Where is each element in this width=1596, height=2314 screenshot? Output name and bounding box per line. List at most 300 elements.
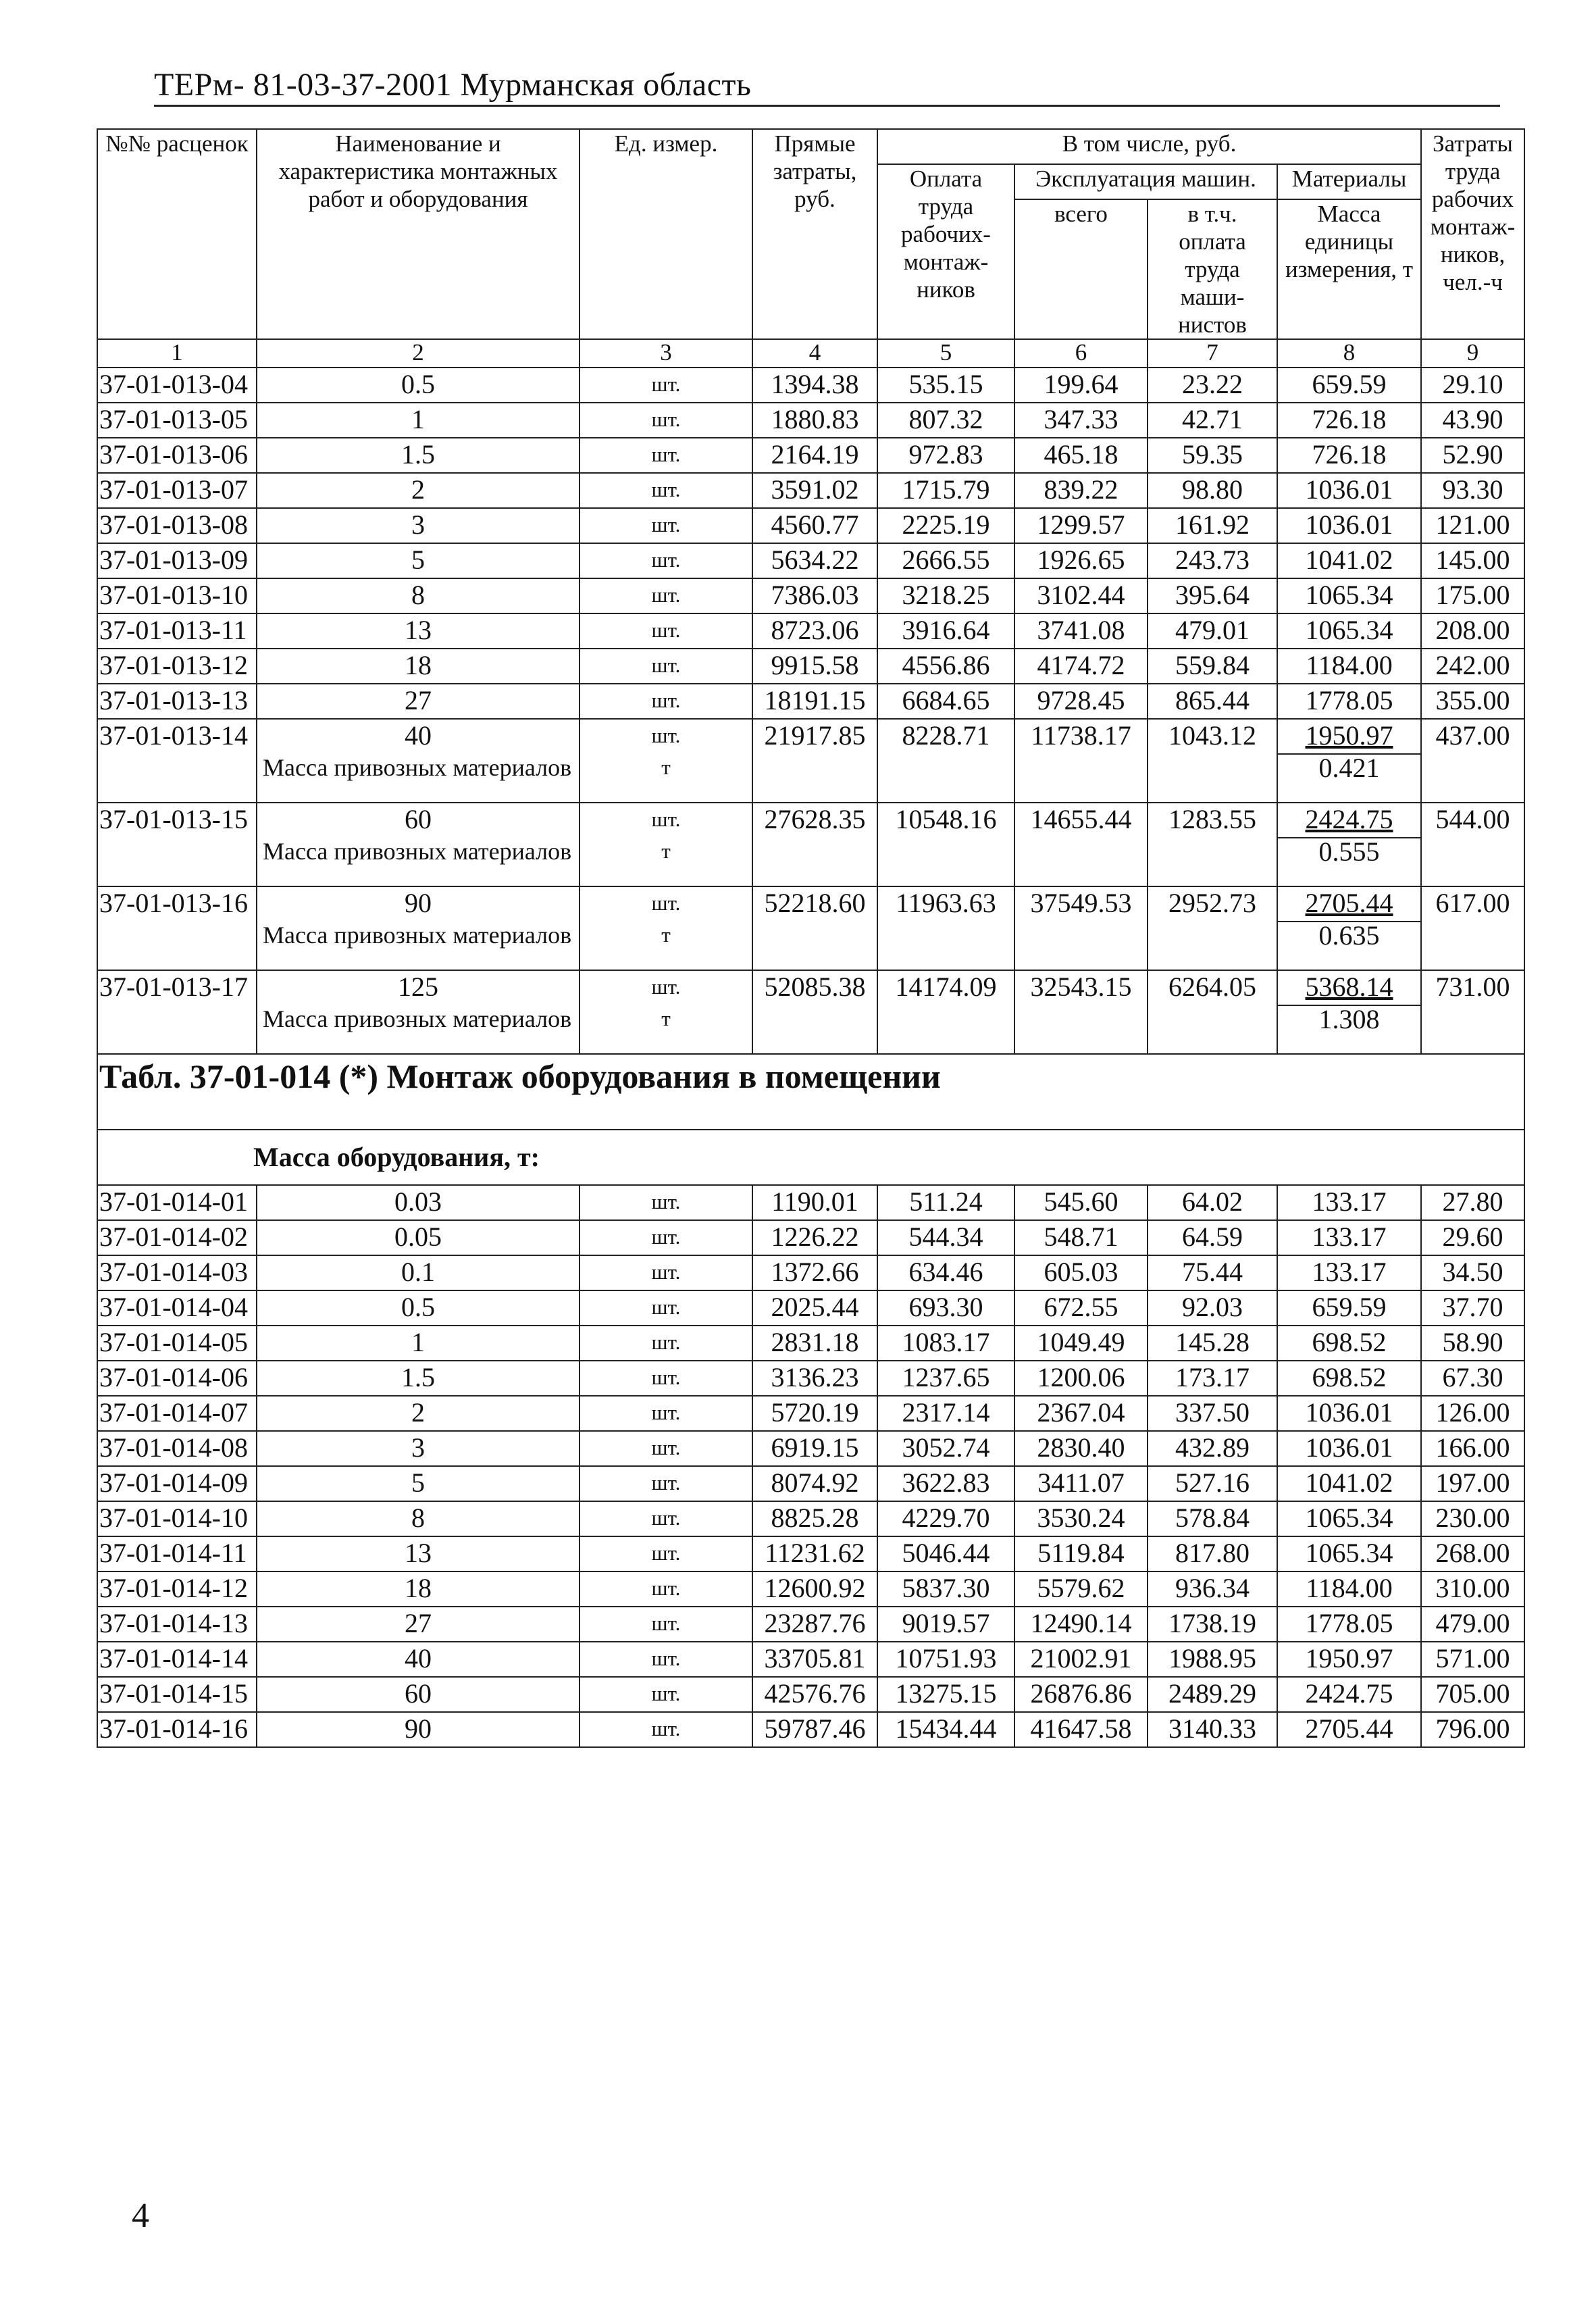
rate-code: 37-01-014-06 — [97, 1361, 257, 1396]
unit-cell: шт. — [580, 1571, 752, 1607]
rate-code: 37-01-014-08 — [97, 1431, 257, 1466]
labor-pay-cell: 5046.44 — [877, 1536, 1014, 1571]
rate-name: 1.5 — [257, 438, 580, 473]
table-row — [97, 1290, 1524, 1326]
labor-hours-cell: 731.00 — [1421, 970, 1524, 1054]
machines-total-cell: 839.22 — [1014, 473, 1148, 508]
rate-name: 8 — [257, 578, 580, 613]
machines-labor-cell: 395.64 — [1148, 578, 1277, 613]
unit-cell: т — [580, 1005, 752, 1054]
direct-costs-cell: 23287.76 — [752, 1607, 877, 1642]
machines-total-cell: 3530.24 — [1014, 1501, 1148, 1536]
rate-code: 37-01-013-06 — [97, 438, 257, 473]
column-number: 8 — [1277, 339, 1421, 368]
column-number: 7 — [1148, 339, 1277, 368]
mass-subrow — [97, 922, 1524, 970]
table-row — [97, 543, 1524, 578]
rate-code: 37-01-014-14 — [97, 1642, 257, 1677]
header-labor-pay: Оплата труда рабочих-монтаж-ников — [877, 164, 1014, 339]
labor-hours-cell: 571.00 — [1421, 1642, 1524, 1677]
mass-subrow — [97, 1005, 1524, 1054]
materials-cell: 1950.97 — [1277, 1642, 1421, 1677]
labor-hours-cell: 126.00 — [1421, 1396, 1524, 1431]
machines-labor-cell: 337.50 — [1148, 1396, 1277, 1431]
direct-costs-cell: 1226.22 — [752, 1220, 877, 1255]
mass-label: Масса привозных материалов — [257, 1005, 580, 1054]
unit-cell: шт. — [580, 1396, 752, 1431]
machines-total-cell: 14655.44 — [1014, 803, 1148, 838]
labor-pay-cell: 1715.79 — [877, 473, 1014, 508]
mass-value-cell: 0.421 — [1277, 754, 1421, 803]
unit-cell: шт. — [580, 508, 752, 543]
labor-hours-cell: 208.00 — [1421, 613, 1524, 649]
rate-name: 40 — [257, 1642, 580, 1677]
empty-cell — [1148, 922, 1277, 970]
unit-cell: шт. — [580, 1290, 752, 1326]
column-number: 4 — [752, 339, 877, 368]
rate-name: 0.05 — [257, 1220, 580, 1255]
unit-cell: шт. — [580, 1642, 752, 1677]
machines-labor-cell: 1988.95 — [1148, 1642, 1277, 1677]
direct-costs-cell: 21917.85 — [752, 719, 877, 754]
labor-pay-cell: 5837.30 — [877, 1571, 1014, 1607]
materials-cell: 1065.34 — [1277, 613, 1421, 649]
labor-pay-cell: 3218.25 — [877, 578, 1014, 613]
machines-labor-cell: 817.80 — [1148, 1536, 1277, 1571]
unit-cell: шт. — [580, 1185, 752, 1220]
labor-pay-cell: 972.83 — [877, 438, 1014, 473]
price-table — [97, 128, 1525, 1748]
table-row — [97, 508, 1524, 543]
machines-total-cell: 9728.45 — [1014, 684, 1148, 719]
empty-cell — [1148, 754, 1277, 803]
machines-labor-cell: 145.28 — [1148, 1326, 1277, 1361]
materials-cell: 2424.75 — [1277, 803, 1421, 838]
rate-code: 37-01-014-09 — [97, 1466, 257, 1501]
rate-code: 37-01-013-13 — [97, 684, 257, 719]
unit-cell: шт. — [580, 886, 752, 922]
materials-cell: 133.17 — [1277, 1255, 1421, 1290]
labor-pay-cell: 4556.86 — [877, 649, 1014, 684]
table-row — [97, 886, 1524, 922]
labor-hours-cell: 58.90 — [1421, 1326, 1524, 1361]
direct-costs-cell: 42576.76 — [752, 1677, 877, 1712]
machines-total-cell: 3411.07 — [1014, 1466, 1148, 1501]
labor-hours-cell: 145.00 — [1421, 543, 1524, 578]
unit-cell: шт. — [580, 1220, 752, 1255]
empty-cell — [877, 922, 1014, 970]
unit-cell: т — [580, 838, 752, 886]
labor-hours-cell: 52.90 — [1421, 438, 1524, 473]
machines-labor-cell: 527.16 — [1148, 1466, 1277, 1501]
rate-name: 3 — [257, 508, 580, 543]
rate-code: 37-01-013-12 — [97, 649, 257, 684]
unit-cell: шт. — [580, 473, 752, 508]
labor-hours-cell: 34.50 — [1421, 1255, 1524, 1290]
machines-total-cell: 2367.04 — [1014, 1396, 1148, 1431]
machines-labor-cell: 559.84 — [1148, 649, 1277, 684]
table-row — [97, 1571, 1524, 1607]
empty-cell — [752, 922, 877, 970]
labor-hours-cell: 230.00 — [1421, 1501, 1524, 1536]
direct-costs-cell: 8074.92 — [752, 1466, 877, 1501]
direct-costs-cell: 1394.38 — [752, 368, 877, 403]
empty-cell — [877, 838, 1014, 886]
rate-code: 37-01-013-07 — [97, 473, 257, 508]
direct-costs-cell: 59787.46 — [752, 1712, 877, 1747]
labor-pay-cell: 9019.57 — [877, 1607, 1014, 1642]
table-row — [97, 1396, 1524, 1431]
materials-cell: 1065.34 — [1277, 1536, 1421, 1571]
direct-costs-cell: 3136.23 — [752, 1361, 877, 1396]
materials-cell: 659.59 — [1277, 368, 1421, 403]
header-machines-labor: в т.ч. оплата труда маши-нистов — [1148, 199, 1277, 339]
machines-labor-cell: 865.44 — [1148, 684, 1277, 719]
rate-code: 37-01-014-04 — [97, 1290, 257, 1326]
header-materials: Материалы — [1277, 164, 1421, 199]
rate-code: 37-01-014-15 — [97, 1677, 257, 1712]
machines-labor-cell: 1283.55 — [1148, 803, 1277, 838]
direct-costs-cell: 5634.22 — [752, 543, 877, 578]
table-row — [97, 1501, 1524, 1536]
labor-hours-cell: 544.00 — [1421, 803, 1524, 886]
materials-cell: 1184.00 — [1277, 649, 1421, 684]
direct-costs-cell: 8723.06 — [752, 613, 877, 649]
direct-costs-cell: 52085.38 — [752, 970, 877, 1005]
unit-cell: шт. — [580, 1536, 752, 1571]
labor-hours-cell: 197.00 — [1421, 1466, 1524, 1501]
machines-labor-cell: 42.71 — [1148, 403, 1277, 438]
table-row — [97, 719, 1524, 754]
labor-hours-cell: 310.00 — [1421, 1571, 1524, 1607]
materials-cell: 659.59 — [1277, 1290, 1421, 1326]
materials-cell: 2705.44 — [1277, 1712, 1421, 1747]
rate-code: 37-01-013-15 — [97, 803, 257, 886]
machines-total-cell: 199.64 — [1014, 368, 1148, 403]
rate-name: 90 — [257, 886, 580, 922]
machines-total-cell: 26876.86 — [1014, 1677, 1148, 1712]
labor-hours-cell: 43.90 — [1421, 403, 1524, 438]
direct-costs-cell: 1372.66 — [752, 1255, 877, 1290]
table-row — [97, 1712, 1524, 1747]
labor-hours-cell: 121.00 — [1421, 508, 1524, 543]
column-number: 6 — [1014, 339, 1148, 368]
mass-value-cell: 0.635 — [1277, 922, 1421, 970]
direct-costs-cell: 9915.58 — [752, 649, 877, 684]
rate-name: 60 — [257, 1677, 580, 1712]
materials-cell: 726.18 — [1277, 438, 1421, 473]
direct-costs-cell: 3591.02 — [752, 473, 877, 508]
materials-cell: 698.52 — [1277, 1326, 1421, 1361]
machines-total-cell: 1299.57 — [1014, 508, 1148, 543]
table-row — [97, 1220, 1524, 1255]
rate-code: 37-01-013-11 — [97, 613, 257, 649]
rate-name: 1 — [257, 403, 580, 438]
table-row — [97, 649, 1524, 684]
unit-cell: шт. — [580, 403, 752, 438]
header-labor-hours: Затраты труда рабочих монтаж-ников, чел.-ч — [1421, 129, 1524, 339]
machines-total-cell: 5119.84 — [1014, 1536, 1148, 1571]
materials-cell: 1950.97 — [1277, 719, 1421, 754]
unit-cell: шт. — [580, 1255, 752, 1290]
rate-name: 3 — [257, 1431, 580, 1466]
rate-code: 37-01-014-16 — [97, 1712, 257, 1747]
labor-pay-cell: 3916.64 — [877, 613, 1014, 649]
column-number: 2 — [257, 339, 580, 368]
machines-total-cell: 605.03 — [1014, 1255, 1148, 1290]
materials-cell: 1036.01 — [1277, 1431, 1421, 1466]
rate-name: 8 — [257, 1501, 580, 1536]
labor-pay-cell: 10751.93 — [877, 1642, 1014, 1677]
unit-cell: шт. — [580, 803, 752, 838]
materials-cell: 2705.44 — [1277, 886, 1421, 922]
machines-total-cell: 2830.40 — [1014, 1431, 1148, 1466]
machines-total-cell: 4174.72 — [1014, 649, 1148, 684]
labor-pay-cell: 13275.15 — [877, 1677, 1014, 1712]
direct-costs-cell: 52218.60 — [752, 886, 877, 922]
machines-total-cell: 548.71 — [1014, 1220, 1148, 1255]
labor-hours-cell: 437.00 — [1421, 719, 1524, 803]
table-row — [97, 1431, 1524, 1466]
materials-cell: 1065.34 — [1277, 1501, 1421, 1536]
rate-code: 37-01-014-12 — [97, 1571, 257, 1607]
materials-cell: 133.17 — [1277, 1220, 1421, 1255]
table-row — [97, 1607, 1524, 1642]
rate-code: 37-01-013-05 — [97, 403, 257, 438]
empty-cell — [752, 754, 877, 803]
column-number: 3 — [580, 339, 752, 368]
machines-labor-cell: 64.02 — [1148, 1185, 1277, 1220]
unit-cell: шт. — [580, 1677, 752, 1712]
materials-cell: 1778.05 — [1277, 1607, 1421, 1642]
rate-name: 0.5 — [257, 1290, 580, 1326]
direct-costs-cell: 11231.62 — [752, 1536, 877, 1571]
rate-code: 37-01-013-17 — [97, 970, 257, 1054]
machines-labor-cell: 1738.19 — [1148, 1607, 1277, 1642]
rate-name: 60 — [257, 803, 580, 838]
rate-name: 5 — [257, 543, 580, 578]
direct-costs-cell: 6919.15 — [752, 1431, 877, 1466]
machines-labor-cell: 92.03 — [1148, 1290, 1277, 1326]
rate-code: 37-01-013-08 — [97, 508, 257, 543]
labor-hours-cell: 27.80 — [1421, 1185, 1524, 1220]
machines-labor-cell: 432.89 — [1148, 1431, 1277, 1466]
materials-cell: 726.18 — [1277, 403, 1421, 438]
labor-pay-cell: 544.34 — [877, 1220, 1014, 1255]
machines-total-cell: 672.55 — [1014, 1290, 1148, 1326]
machines-total-cell: 1049.49 — [1014, 1326, 1148, 1361]
table-row — [97, 1466, 1524, 1501]
rate-code: 37-01-014-07 — [97, 1396, 257, 1431]
machines-labor-cell: 23.22 — [1148, 368, 1277, 403]
labor-pay-cell: 1083.17 — [877, 1326, 1014, 1361]
header-including: В том числе, руб. — [877, 129, 1421, 164]
machines-labor-cell: 75.44 — [1148, 1255, 1277, 1290]
labor-pay-cell: 2666.55 — [877, 543, 1014, 578]
labor-hours-cell: 37.70 — [1421, 1290, 1524, 1326]
machines-labor-cell: 6264.05 — [1148, 970, 1277, 1005]
labor-pay-cell: 10548.16 — [877, 803, 1014, 838]
column-number: 9 — [1421, 339, 1524, 368]
labor-pay-cell: 807.32 — [877, 403, 1014, 438]
rate-name: 5 — [257, 1466, 580, 1501]
labor-hours-cell: 67.30 — [1421, 1361, 1524, 1396]
machines-total-cell: 11738.17 — [1014, 719, 1148, 754]
machines-labor-cell: 2489.29 — [1148, 1677, 1277, 1712]
labor-pay-cell: 3622.83 — [877, 1466, 1014, 1501]
labor-pay-cell: 8228.71 — [877, 719, 1014, 754]
rate-code: 37-01-014-03 — [97, 1255, 257, 1290]
table-row — [97, 403, 1524, 438]
header-direct-costs: Прямые затраты, руб. — [752, 129, 877, 339]
machines-labor-cell: 161.92 — [1148, 508, 1277, 543]
rate-code: 37-01-014-10 — [97, 1501, 257, 1536]
unit-cell: шт. — [580, 1326, 752, 1361]
empty-cell — [1014, 754, 1148, 803]
machines-total-cell: 12490.14 — [1014, 1607, 1148, 1642]
machines-labor-cell: 1043.12 — [1148, 719, 1277, 754]
table-section-2-title — [97, 1054, 1524, 1185]
unit-cell: шт. — [580, 1501, 752, 1536]
materials-cell: 5368.14 — [1277, 970, 1421, 1005]
unit-cell: т — [580, 754, 752, 803]
unit-cell: шт. — [580, 970, 752, 1005]
header-machines-total: всего — [1014, 199, 1148, 339]
machines-labor-cell: 64.59 — [1148, 1220, 1277, 1255]
unit-cell: шт. — [580, 1466, 752, 1501]
machines-total-cell: 37549.53 — [1014, 886, 1148, 922]
table-row — [97, 1677, 1524, 1712]
table-row — [97, 368, 1524, 403]
labor-pay-cell: 3052.74 — [877, 1431, 1014, 1466]
rate-name: 2 — [257, 473, 580, 508]
machines-labor-cell: 59.35 — [1148, 438, 1277, 473]
machines-total-cell: 465.18 — [1014, 438, 1148, 473]
rate-name: 40 — [257, 719, 580, 754]
rate-code: 37-01-013-09 — [97, 543, 257, 578]
unit-cell: шт. — [580, 543, 752, 578]
header-unit-mass: Масса единицы измерения, т — [1277, 199, 1421, 339]
labor-pay-cell: 511.24 — [877, 1185, 1014, 1220]
labor-pay-cell: 11963.63 — [877, 886, 1014, 922]
machines-labor-cell: 479.01 — [1148, 613, 1277, 649]
table-row — [97, 1326, 1524, 1361]
empty-cell — [877, 1005, 1014, 1054]
table-row — [97, 970, 1524, 1005]
unit-cell: шт. — [580, 1431, 752, 1466]
labor-hours-cell: 796.00 — [1421, 1712, 1524, 1747]
machines-total-cell: 5579.62 — [1014, 1571, 1148, 1607]
table-row — [97, 803, 1524, 838]
header-unit: Ед. измер. — [580, 129, 752, 339]
labor-hours-cell: 166.00 — [1421, 1431, 1524, 1466]
rate-name: 0.5 — [257, 368, 580, 403]
mass-subrow — [97, 754, 1524, 803]
materials-cell: 1036.01 — [1277, 473, 1421, 508]
labor-pay-cell: 634.46 — [877, 1255, 1014, 1290]
table-row — [97, 1642, 1524, 1677]
rate-name: 1.5 — [257, 1361, 580, 1396]
rate-code: 37-01-014-01 — [97, 1185, 257, 1220]
labor-hours-cell: 29.60 — [1421, 1220, 1524, 1255]
direct-costs-cell: 1880.83 — [752, 403, 877, 438]
direct-costs-cell: 18191.15 — [752, 684, 877, 719]
rate-name: 18 — [257, 1571, 580, 1607]
unit-cell: шт. — [580, 1361, 752, 1396]
unit-cell: шт. — [580, 1712, 752, 1747]
column-number: 1 — [97, 339, 257, 368]
materials-cell: 1184.00 — [1277, 1571, 1421, 1607]
rate-name: 1 — [257, 1326, 580, 1361]
table-row — [97, 1361, 1524, 1396]
empty-cell — [1014, 1005, 1148, 1054]
unit-cell: шт. — [580, 1607, 752, 1642]
column-numbers-row — [97, 339, 1524, 368]
table-header — [97, 129, 1524, 368]
rate-name: 0.03 — [257, 1185, 580, 1220]
machines-total-cell: 32543.15 — [1014, 970, 1148, 1005]
mass-subrow — [97, 838, 1524, 886]
rate-name: 13 — [257, 613, 580, 649]
labor-pay-cell: 4229.70 — [877, 1501, 1014, 1536]
labor-hours-cell: 29.10 — [1421, 368, 1524, 403]
direct-costs-cell: 27628.35 — [752, 803, 877, 838]
materials-cell: 1041.02 — [1277, 1466, 1421, 1501]
rate-code: 37-01-014-02 — [97, 1220, 257, 1255]
materials-cell: 2424.75 — [1277, 1677, 1421, 1712]
machines-labor-cell: 98.80 — [1148, 473, 1277, 508]
header-code: №№ расценок — [97, 129, 257, 339]
unit-cell: шт. — [580, 684, 752, 719]
table-row — [97, 578, 1524, 613]
machines-total-cell: 1926.65 — [1014, 543, 1148, 578]
rate-code: 37-01-014-13 — [97, 1607, 257, 1642]
direct-costs-cell: 2025.44 — [752, 1290, 877, 1326]
table-row — [97, 438, 1524, 473]
direct-costs-cell: 2164.19 — [752, 438, 877, 473]
machines-total-cell: 3102.44 — [1014, 578, 1148, 613]
rate-name: 125 — [257, 970, 580, 1005]
unit-cell: шт. — [580, 368, 752, 403]
table-row — [97, 473, 1524, 508]
mass-label: Масса привозных материалов — [257, 922, 580, 970]
machines-total-cell: 545.60 — [1014, 1185, 1148, 1220]
rate-code: 37-01-013-04 — [97, 368, 257, 403]
header-name: Наименование и характеристика монтажных работ и оборудования — [257, 129, 580, 339]
machines-total-cell: 41647.58 — [1014, 1712, 1148, 1747]
empty-cell — [1148, 838, 1277, 886]
table-title: Табл. 37-01-014 (*) Монтаж оборудования в помещении — [97, 1054, 1524, 1130]
rate-code: 37-01-013-16 — [97, 886, 257, 970]
rate-name: 0.1 — [257, 1255, 580, 1290]
empty-cell — [752, 838, 877, 886]
header-machines: Эксплуатация машин. — [1014, 164, 1277, 199]
rate-name: 13 — [257, 1536, 580, 1571]
table-row — [97, 1255, 1524, 1290]
direct-costs-cell: 4560.77 — [752, 508, 877, 543]
direct-costs-cell: 8825.28 — [752, 1501, 877, 1536]
labor-hours-cell: 617.00 — [1421, 886, 1524, 970]
labor-hours-cell: 93.30 — [1421, 473, 1524, 508]
machines-labor-cell: 2952.73 — [1148, 886, 1277, 922]
unit-cell: шт. — [580, 649, 752, 684]
labor-hours-cell: 242.00 — [1421, 649, 1524, 684]
unit-cell: шт. — [580, 719, 752, 754]
column-number: 5 — [877, 339, 1014, 368]
direct-costs-cell: 7386.03 — [752, 578, 877, 613]
machines-labor-cell: 173.17 — [1148, 1361, 1277, 1396]
rate-code: 37-01-014-11 — [97, 1536, 257, 1571]
